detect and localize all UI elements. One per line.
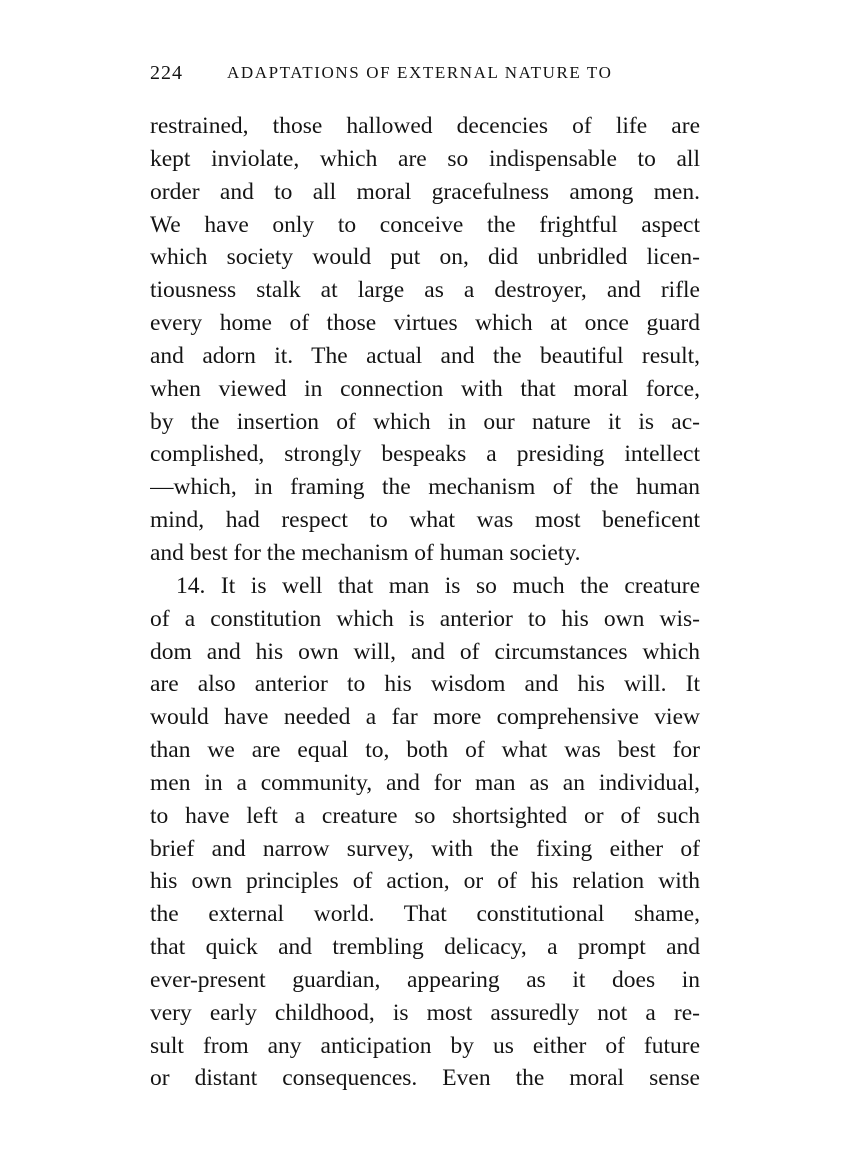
text-line: his own principles of action, or of his relation with (150, 868, 700, 895)
text-line: ever-present guardian, appearing as it does in (150, 966, 700, 993)
text-line: kept inviolate, which are so indispensable to all (150, 145, 700, 172)
text-line: and adorn it. The actual and the beautiful result, (150, 342, 700, 369)
text-line: very early childhood, is most assuredly not a re- (150, 999, 700, 1026)
text-line: men in a community, and for man as an individual, (150, 769, 700, 796)
text-line: than we are equal to, both of what was best for (150, 737, 700, 764)
page-number: 224 (150, 62, 183, 84)
text-line: complished, strongly bespeaks a presiding intellect (150, 441, 700, 468)
text-line: order and to all moral gracefulness among men. (150, 178, 700, 205)
text-line: mind, had respect to what was most beneficent (150, 507, 700, 534)
text-line: are also anterior to his wisdom and his will. It (150, 671, 700, 698)
text-line: by the insertion of which in our nature it is ac- (150, 408, 700, 435)
text-line: —which, in framing the mechanism of the human (150, 474, 700, 501)
body-text (150, 110, 700, 1095)
text-line: brief and narrow survey, with the fixing either of (150, 835, 700, 862)
text-line: the external world. That constitutional shame, (150, 901, 700, 928)
text-line: of a constitution which is anterior to his own wis- (150, 605, 700, 632)
paragraph-end-line: and best for the mechanism of human society. (150, 539, 581, 566)
section-14-first-line: 14. It is well that man is so much the creature (176, 572, 700, 599)
text-line: sult from any anticipation by us either of future (150, 1032, 700, 1059)
text-line: every home of those virtues which at once guard (150, 310, 700, 337)
text-line: or distant consequences. Even the moral sense (150, 1065, 700, 1092)
text-line: would have needed a far more comprehensive view (150, 704, 700, 731)
text-line: when viewed in connection with that moral force, (150, 375, 700, 402)
text-line: that quick and trembling delicacy, a prompt and (150, 934, 700, 961)
running-title: ADAPTATIONS OF EXTERNAL NATURE TO (227, 63, 613, 82)
text-line: which society would put on, did unbridled licen- (150, 244, 700, 271)
text-line: We have only to conceive the frightful aspect (150, 211, 700, 238)
page-header (150, 62, 710, 92)
text-line: restrained, those hallowed decencies of life are (150, 113, 700, 139)
text-line: tiousness stalk at large as a destroyer, and rifle (150, 277, 700, 304)
text-line: dom and his own will, and of circumstances which (150, 638, 700, 665)
text-line: to have left a creature so shortsighted or of such (150, 802, 700, 829)
